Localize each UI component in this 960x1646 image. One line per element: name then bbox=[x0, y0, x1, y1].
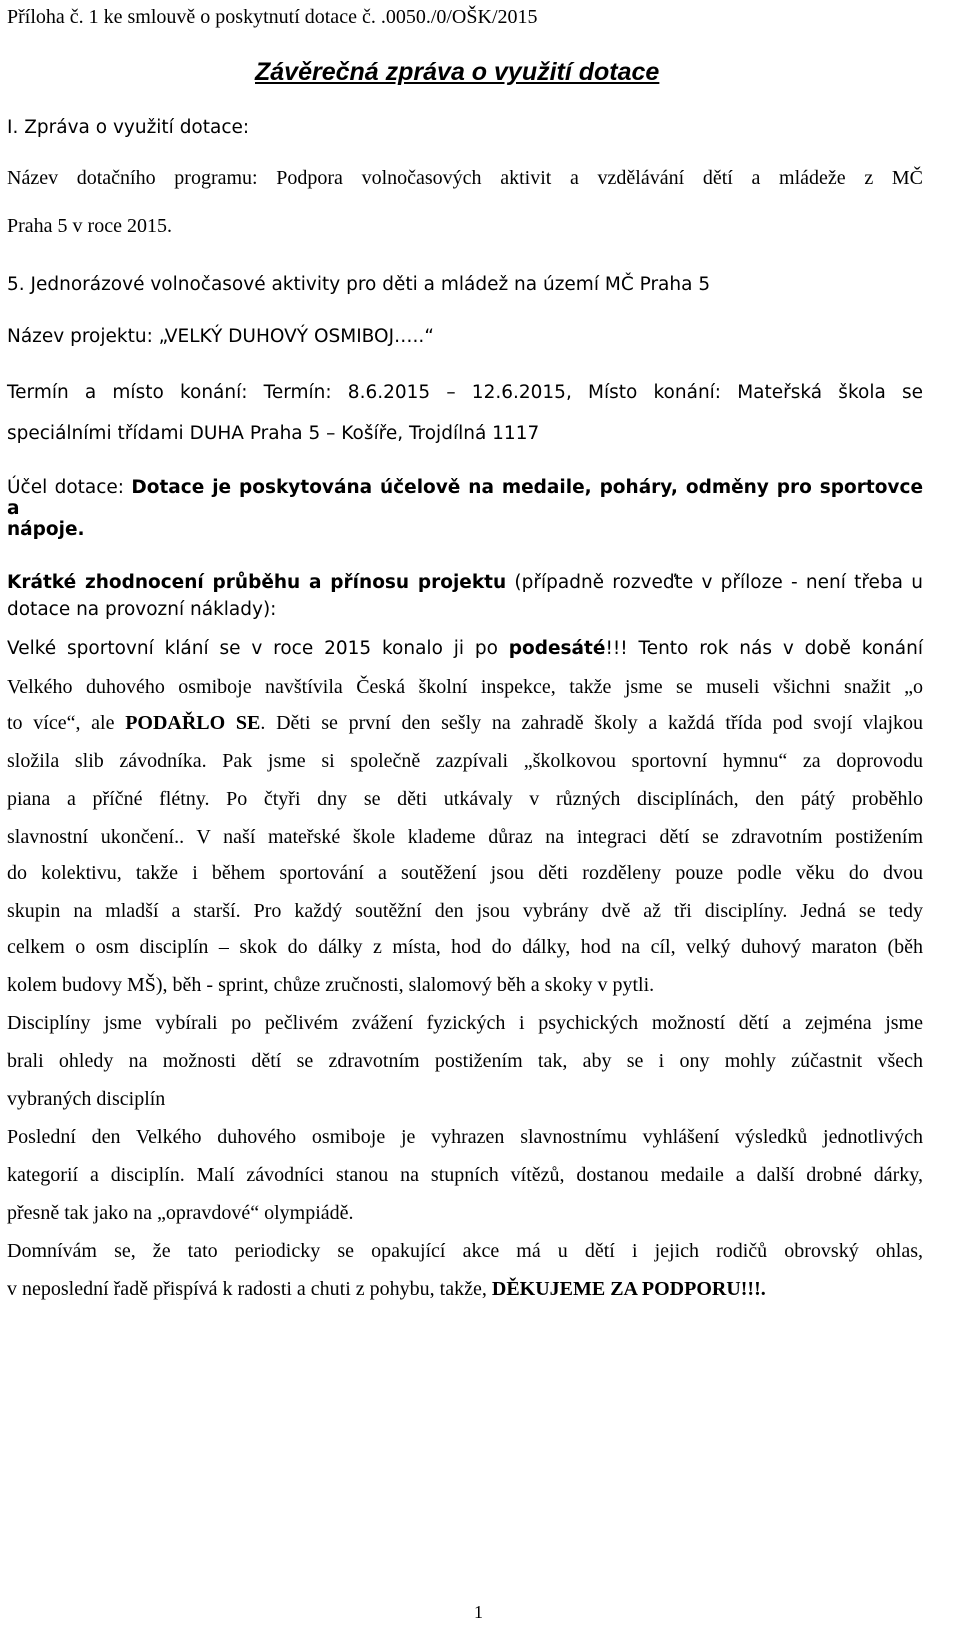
text-span: !!! bbox=[605, 638, 628, 659]
paragraph-line: Disciplíny jsme vybírali po pečlivém zvážení fyzických i psychických možností dětí a zejména jsme bbox=[7, 1012, 923, 1034]
category: 5. Jednorázové volnočasové aktivity pro děti a mládež na území MČ Praha 5 bbox=[7, 274, 711, 295]
purpose-label: Účel dotace: bbox=[7, 477, 132, 498]
text-span: v neposlední řadě přispívá k radosti a chuti z pohybu, takže, bbox=[7, 1278, 492, 1300]
paragraph-line: Poslední den Velkého duhového osmiboje je vyhrazen slavnostnímu vyhlášení výsledků jednotlivých bbox=[7, 1126, 923, 1148]
paragraph-line: celkem o osm disciplín – skok do dálky z místa, hod do dálky, hod na cíl, velký duhový maraton (běh bbox=[7, 936, 923, 958]
attachment-header: Příloha č. 1 ke smlouvě o poskytnutí dotace č. .0050./0/OŠK/2015 bbox=[7, 6, 538, 28]
page-number: 1 bbox=[474, 1602, 483, 1622]
paragraph-line bbox=[7, 712, 923, 735]
paragraph-line: skupin na mladší a starší. Pro každý soutěžní den jsou vybrány dvě až tři disciplíny. Jedná se tedy bbox=[7, 900, 923, 922]
paragraph-line: piana a příčné flétny. Po čtyři dny se děti utkávaly v různých disciplínách, den pátý proběhlo bbox=[7, 788, 923, 810]
paragraph-line: kategorií a disciplín. Malí závodníci stanou na stupních vítězů, dostanou medaile a další drobné dárky, bbox=[7, 1164, 923, 1186]
program-name-line1: Název dotačního programu: Podpora volnočasových aktivit a vzdělávání dětí a mládeže z MČ bbox=[7, 167, 923, 189]
text-span: Tento rok nás v době konání bbox=[627, 638, 923, 659]
bold-span: PODAŘLO SE bbox=[125, 712, 261, 734]
paragraph-line bbox=[7, 1278, 766, 1301]
project-name: Název projektu: „VELKÝ DUHOVÝ OSMIBOJ…..“ bbox=[7, 326, 434, 347]
paragraph-line: přesně tak jako na „opravdové“ olympiádě. bbox=[7, 1202, 354, 1224]
purpose-line2: nápoje. bbox=[7, 519, 85, 540]
text-span: Velké sportovní klání se v roce 2015 konalo ji po bbox=[7, 638, 509, 659]
purpose-text: Dotace je poskytována účelově na medaile, poháry, odměny pro sportovce a bbox=[7, 477, 923, 519]
paragraph-line: do kolektivu, takže i během sportování a soutěžení jsou děti rozděleny pouze podle věku do dvou bbox=[7, 862, 923, 884]
purpose-line1 bbox=[7, 477, 923, 519]
paragraph-line: Domnívám se, že tato periodicky se opakující akce má u dětí i jejich rodičů obrovský ohlas, bbox=[7, 1240, 923, 1262]
paragraph-line bbox=[7, 638, 923, 659]
term-line2: speciálními třídami DUHA Praha 5 – Košíře, Trojdílná 1117 bbox=[7, 423, 540, 444]
evaluation-heading-rest: (případně rozveďte v příloze - není třeba u bbox=[506, 572, 923, 593]
evaluation-heading-line2: dotace na provozní náklady): bbox=[7, 599, 277, 620]
paragraph-line: slavnostní ukončení.. V naší mateřské škole klademe důraz na integraci dětí se zdravotním postižením bbox=[7, 826, 923, 848]
text-span: to více“, ale bbox=[7, 712, 126, 734]
bold-span: podesáté bbox=[508, 638, 606, 659]
evaluation-heading-bold: Krátké zhodnocení průběhu a přínosu projektu bbox=[7, 572, 507, 593]
bold-span: DĚKUJEME ZA PODPORU!!!. bbox=[491, 1278, 766, 1300]
paragraph-line: vybraných disciplín bbox=[7, 1088, 166, 1110]
paragraph-line: kolem budovy MŠ), běh - sprint, chůze zručnosti, slalomový běh a skoky v pytli. bbox=[7, 974, 655, 996]
paragraph-line: Velkého duhového osmiboje navštívila Česká školní inspekce, takže jsme se museli všichni snažit „o bbox=[7, 676, 923, 698]
evaluation-heading bbox=[7, 572, 923, 593]
program-name-line2: Praha 5 v roce 2015. bbox=[7, 215, 172, 237]
paragraph-line: složila slib závodníka. Pak jsme si společně zazpívali „školkovou sportovní hymnu“ za doprovodu bbox=[7, 750, 923, 772]
section-heading: I. Zpráva o využití dotace: bbox=[7, 117, 250, 138]
term-line1: Termín a místo konání: Termín: 8.6.2015 – 12.6.2015, Místo konání: Mateřská škola se bbox=[7, 382, 923, 403]
paragraph-line: brali ohledy na možnosti dětí se zdravotním postižením tak, aby se i ony mohly zúčastnit všech bbox=[7, 1050, 923, 1072]
text-span: . Děti se první den sešly na zahradě školy a každá třída pod svojí vlajkou bbox=[260, 712, 923, 734]
document-title: Závěrečná zpráva o využití dotace bbox=[255, 58, 660, 86]
